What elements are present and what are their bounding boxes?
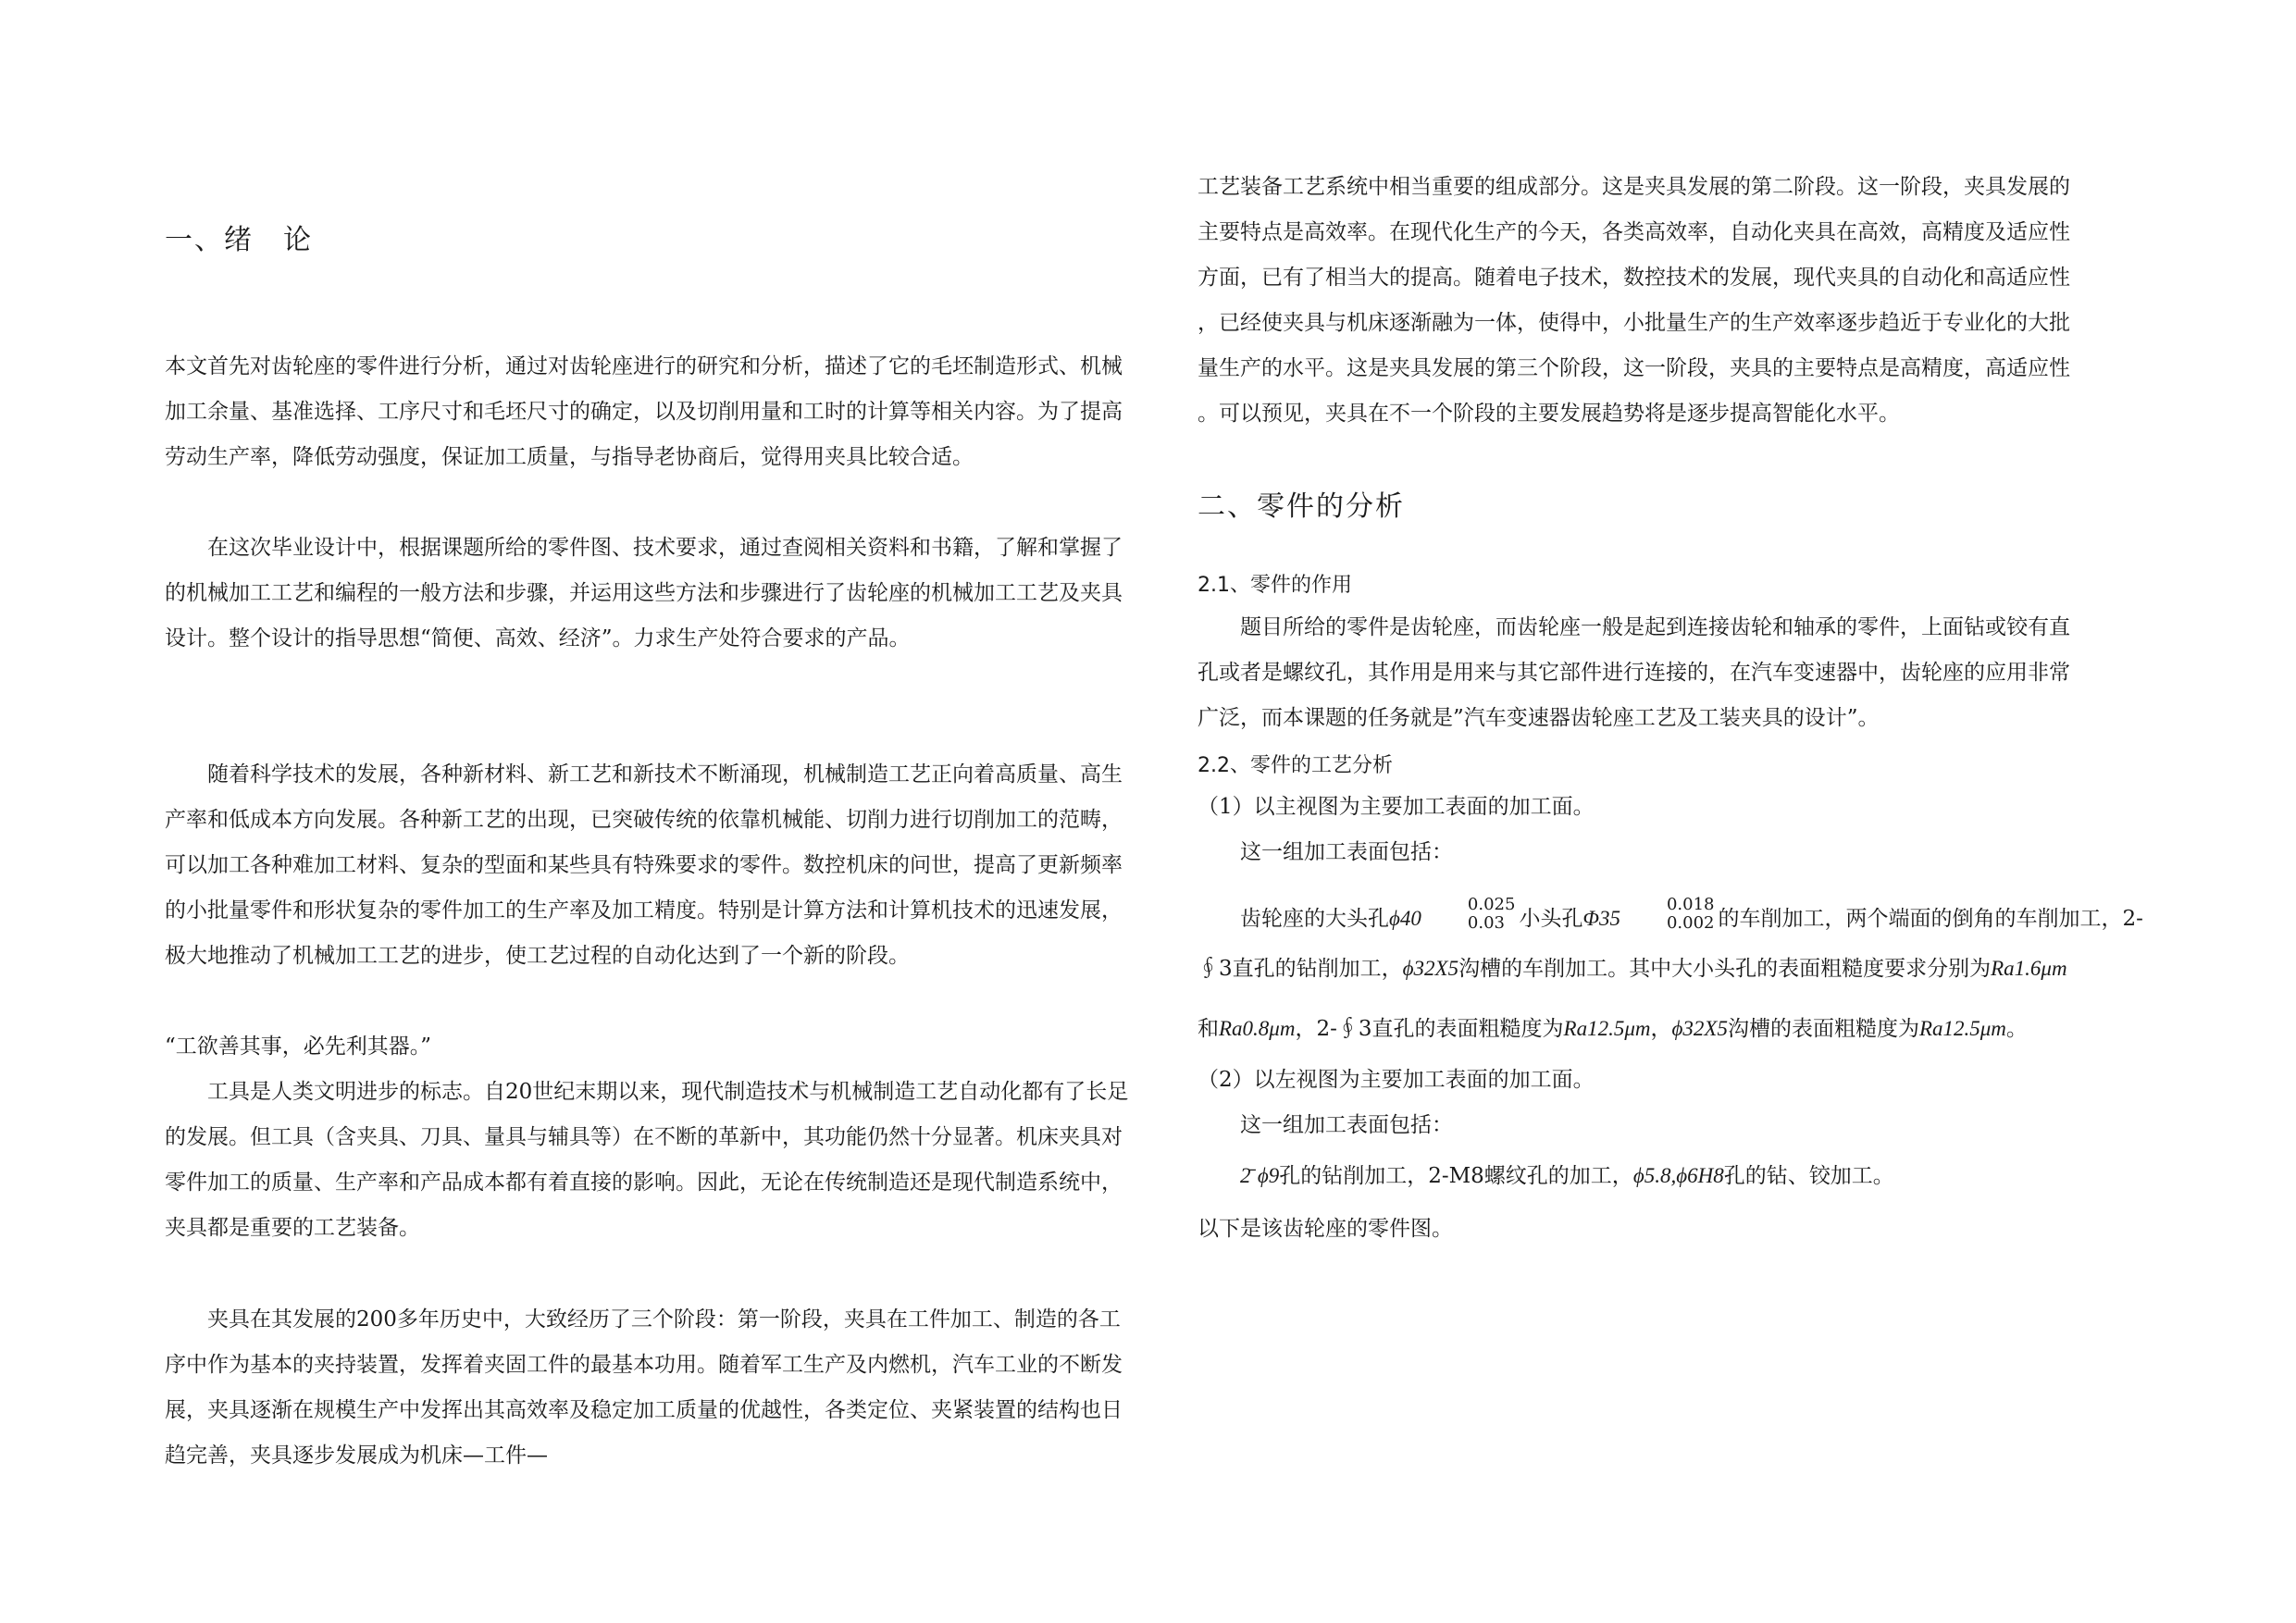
intro-paragraph-1: 本文首先对齿轮座的零件进行分析，通过对齿轮座进行的研究和分析，描述了它的毛坯制造形式、机械加工余量、基准选择、工序尺寸和毛坯尺寸的确定，以及切削用量和工时的计算等相关内容。为了提高劳动生产率，降低劳动强度，保证加工质量，与指导老协商后，觉得用夹具比较合适。 (165, 354, 1123, 469)
small-hole-tolerance: 0.018 0.002 (1666, 896, 1715, 933)
continuation-line-5: 量生产的水平。这是夹具发展的第三个阶段，这一阶段，夹具的主要特点是高精度，高适应性 (1198, 356, 2070, 380)
item-1-subheading: 这一组加工表面包括： (1240, 840, 1453, 864)
big-hole-tolerance: 0.025 0.03 (1467, 896, 1516, 933)
subsection-title-2-2: 2.2、零件的工艺分析 (1198, 754, 1393, 777)
section-heading-introduction: 一、绪 论 (165, 224, 313, 256)
formula-line-1: 齿轮座的大头孔ϕ40 0.025 0.03 小头孔Φ35 0.018 0.002 的车削加工，两个端面的倒角的车削加工，2- (1240, 896, 2143, 933)
s21-line-3: 广泛，而本课题的任务就是”汽车变速器齿轮座工艺及工装夹具的设计”。 (1198, 706, 1880, 730)
formula-line-2: ∮3直孔的钻削加工，ϕ32X5沟槽的车削加工。其中大小头孔的表面粗糙度要求分别为Ra1.6μm (1198, 957, 2067, 981)
small-hole-diameter: Φ35 (1582, 907, 1620, 930)
item-1-heading: （1）以主视图为主要加工表面的加工面。 (1198, 795, 1595, 819)
continuation-line-3: 方面，已有了相当大的提高。随着电子技术，数控技术的发展，现代夹具的自动化和高适应性 (1198, 266, 2070, 290)
continuation-line-6: 。可以预见，夹具在不一个阶段的主要发展趋势将是逐步提高智能化水平。 (1198, 402, 1900, 426)
intro-paragraph-2: 在这次毕业设计中，根据课题所给的零件图、技术要求，通过查阅相关资料和书籍，了解和掌握了的机械加工工艺和编程的一般方法和步骤，并运用这些方法和步骤进行了齿轮座的机械加工工艺及夹具设计。整个设计的指导思想“简便、高效、经济”。力求生产处符合要求的产品。 (165, 536, 1123, 650)
continuation-line-4: ，已经使夹具与机床逐渐融为一体，使得中，小批量生产的生产效率逐步趋近于专业化的大批 (1198, 311, 2070, 335)
closing-line: 以下是该齿轮座的零件图。 (1198, 1217, 1453, 1241)
continuation-line-2: 主要特点是高效率。在现代化生产的今天，各类高效率，自动化夹具在高效，高精度及适应性 (1198, 220, 2070, 244)
formula-line-3: 和Ra0.8μm，2-∮3直孔的表面粗糙度为Ra12.5μm，ϕ32X5沟槽的表面粗糙度为Ra12.5μm。 (1198, 1017, 2028, 1041)
s21-line-1: 题目所给的零件是齿轮座，而齿轮座一般是起到连接齿轮和轴承的零件，上面钻或铰有直 (1240, 615, 2070, 639)
item-2-heading: （2）以左视图为主要加工表面的加工面。 (1198, 1068, 1595, 1092)
intro-paragraph-3: 随着科学技术的发展，各种新材料、新工艺和新技术不断涌现，机械制造工艺正向着高质量、高生产率和低成本方向发展。各种新工艺的出现，已突破传统的依靠机械能、切削力进行切削加工的范畴，可以加工各种难加工材料、复杂的型面和某些具有特殊要求的零件。数控机床的问世，提高了更新频率的小批量零件和形状复杂的零件加工的生产率及加工精度。特别是计算方法和计算机技术的迅速发展，极大地推动了机械加工工艺的进步，使工艺过程的自动化达到了一个新的阶段。 (165, 762, 1123, 968)
intro-paragraph-4: 工具是人类文明进步的标志。自20世纪末期以来，现代制造技术与机械制造工艺自动化都有了长足的发展。但工具（含夹具、刀具、量具与辅具等）在不断的革新中，其功能仍然十分显著。机床夹具对零件加工的质量、生产率和产品成本都有着直接的影响。因此，无论在传统制造还是现代制造系统中，夹具都是重要的工艺装备。 (165, 1080, 1129, 1240)
quote-line: “工欲善其事，必先利其器。” (165, 1035, 432, 1059)
item-2-subheading: 这一组加工表面包括： (1240, 1113, 1453, 1137)
continuation-line-1: 工艺装备工艺系统中相当重要的组成部分。这是夹具发展的第二阶段。这一阶段，夹具发展的 (1198, 175, 2070, 199)
s21-line-2: 孔或者是螺纹孔，其作用是用来与其它部件进行连接的，在汽车变速器中，齿轮座的应用非常 (1198, 661, 2070, 685)
section-heading-part-analysis: 二、零件的分析 (1198, 490, 1405, 523)
intro-paragraph-5: 夹具在其发展的200多年历史中，大致经历了三个阶段：第一阶段，夹具在工件加工、制造的各工序中作为基本的夹持装置，发挥着夹固工件的最基本功用。随着军工生产及内燃机，汽车工业的不断发展，夹具逐渐在规模生产中发挥出其高效率及稳定加工质量的优越性，各类定位、夹紧装置的结构也日趋完善，夹具逐步发展成为机床—工件— (165, 1307, 1123, 1468)
formula-line-4: 2̄ ϕ9孔的钻削加工，2-M8螺纹孔的加工，ϕ5.8,ϕ6H8孔的钻、铰加工。 (1240, 1164, 1894, 1188)
subsection-title-2-1: 2.1、零件的作用 (1198, 574, 1352, 597)
big-hole-diameter: ϕ40 (1389, 907, 1421, 930)
